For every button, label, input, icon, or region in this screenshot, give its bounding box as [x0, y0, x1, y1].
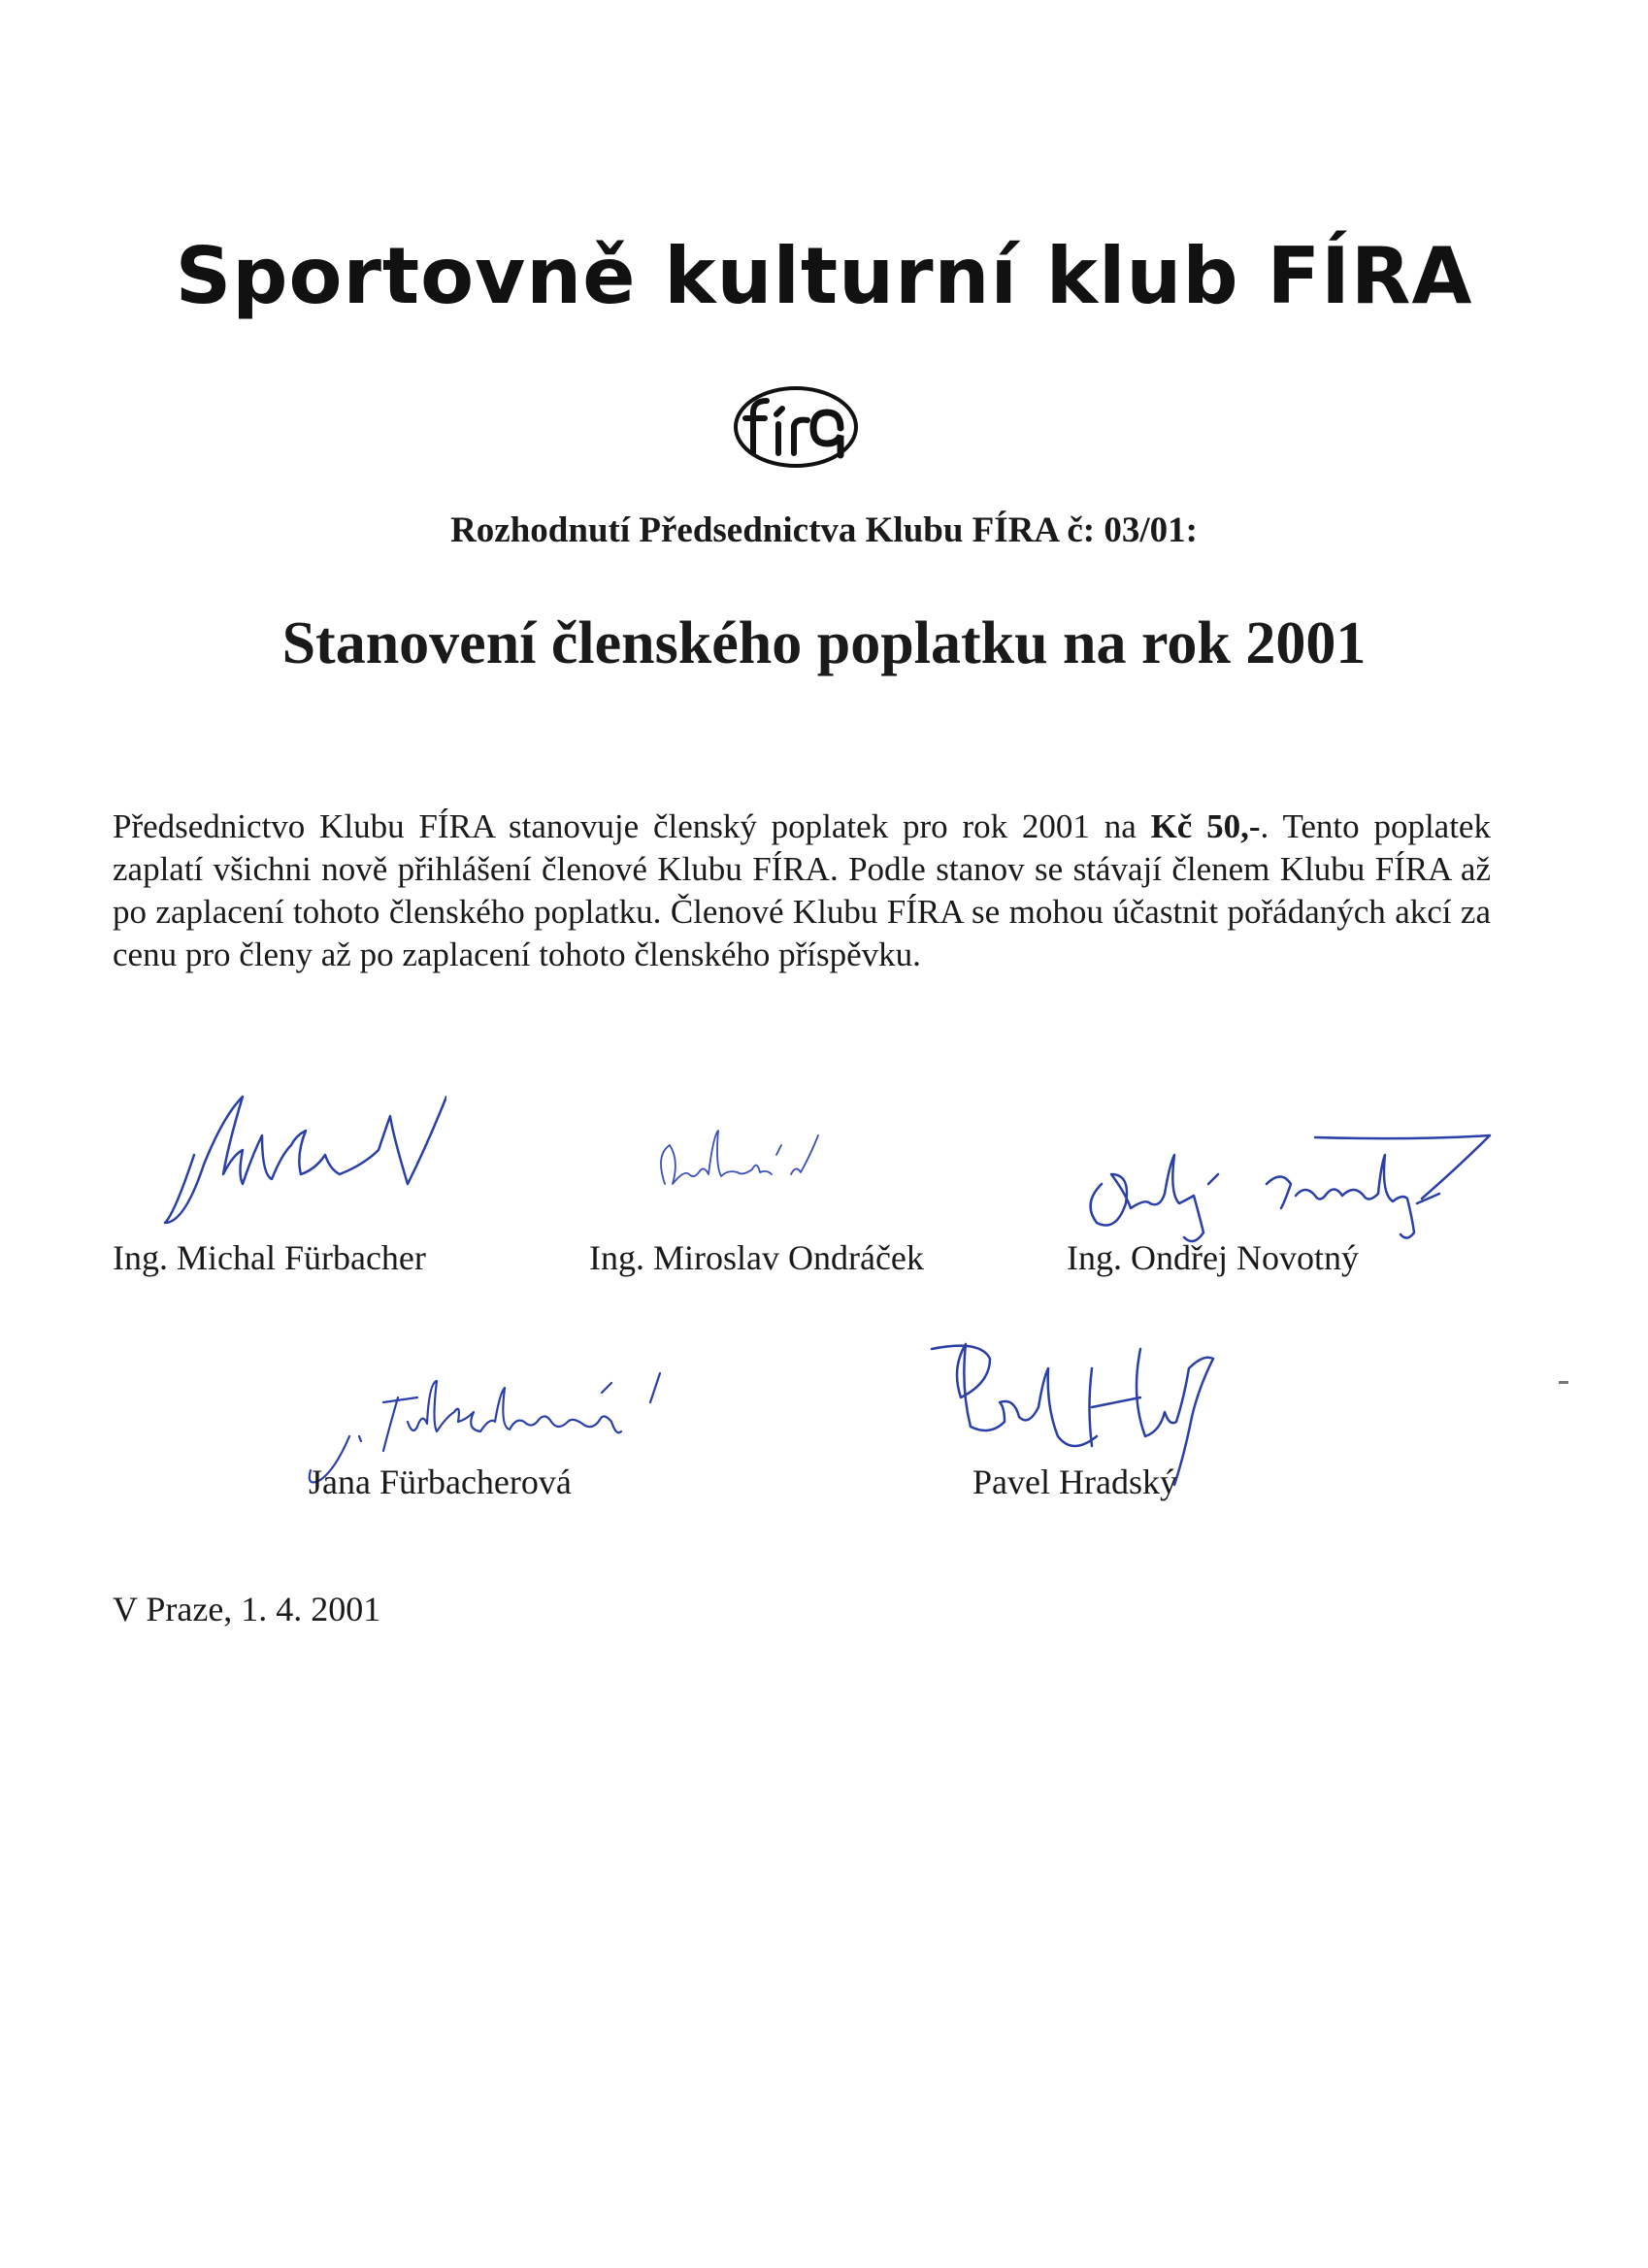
document-title: Stanovení členského poplatku na rok 2001	[281, 610, 1367, 676]
place-and-date: V Praze, 1. 4. 2001	[113, 1590, 381, 1628]
signature-scribble	[1072, 1126, 1500, 1252]
signature-scribble	[645, 1116, 840, 1203]
club-title: Sportovně kulturní klub FÍRA	[175, 231, 1473, 321]
club-logo-graphic	[732, 383, 860, 471]
scan-speck	[1559, 1381, 1568, 1384]
body-text-after: . Tento poplatek zaplatí všichni nově přihlášení členové Klubu FÍRA. Podle stanov se stávají členem Klubu FÍRA až po zaplacení tohoto členského poplatku. Členové Klubu FÍRA se mohou účastnit pořádaných akcí za cenu pro členy až po zaplacení tohoto členského příspěvku.	[113, 807, 1491, 973]
decision-reference: Rozhodnutí Předsednictva Klubu FÍRA č: 03/01:	[450, 510, 1198, 550]
signatory-name-3: Ing. Ondřej Novotný	[1067, 1238, 1359, 1277]
body-text-before: Předsednictvo Klubu FÍRA stanovuje členský poplatek pro rok 2001 na	[113, 807, 1151, 845]
signatory-name-1: Ing. Michal Fürbacher	[113, 1238, 426, 1277]
signature-miroslav-ondracek	[645, 1116, 840, 1203]
fee-amount: Kč 50,-	[1150, 807, 1261, 845]
signatory-name-2: Ing. Miroslav Ondráček	[589, 1238, 924, 1277]
body-paragraph	[113, 805, 1491, 976]
signature-michal-furbacher	[136, 1077, 446, 1242]
signatory-name-5: Pavel Hradský	[972, 1463, 1177, 1501]
signatory-name-4: Jana Fürbacherová	[309, 1463, 572, 1501]
signature-scribble	[136, 1077, 446, 1242]
signature-ondrej-novotny	[1072, 1126, 1500, 1252]
club-logo	[732, 383, 860, 471]
